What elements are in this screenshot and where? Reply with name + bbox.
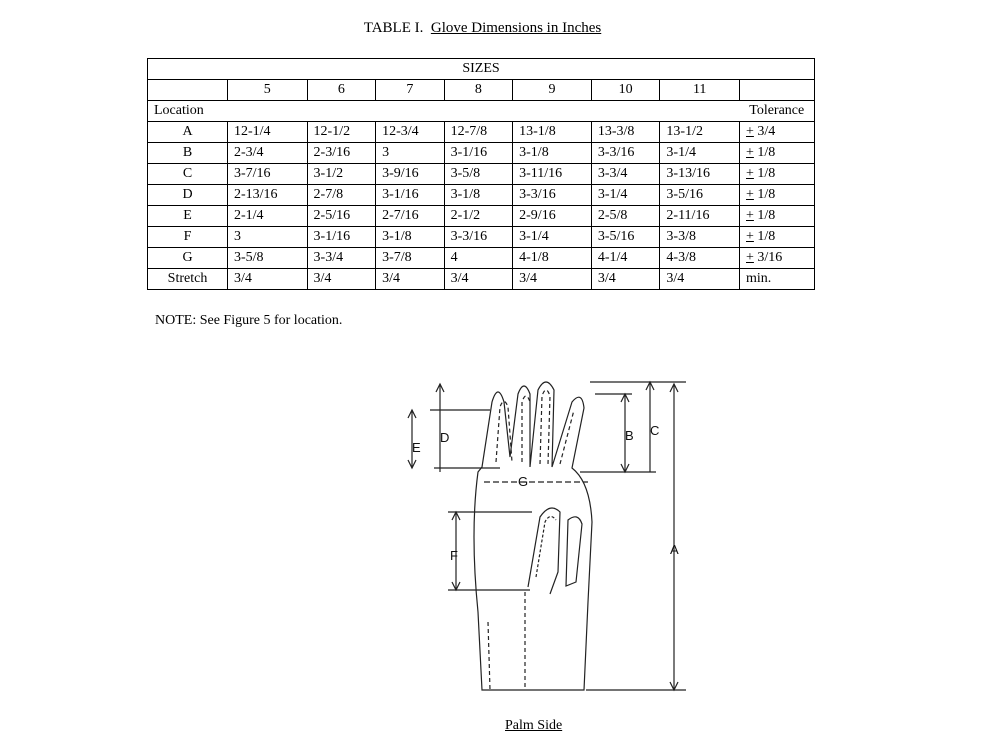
dimension-cell: 3 <box>376 143 445 164</box>
tolerance-value: 1/8 <box>757 187 776 202</box>
blank-tol <box>740 80 815 101</box>
dimension-cell: 3-3/4 <box>307 248 376 269</box>
blank-corner <box>148 80 228 101</box>
figure-caption: Palm Side <box>505 718 563 733</box>
tolerance-value: 1/8 <box>757 166 776 181</box>
label-f: F <box>450 548 458 563</box>
dimension-cell: 12-7/8 <box>444 122 513 143</box>
dimension-cell: 3 <box>228 227 308 248</box>
dimension-cell: 3-9/16 <box>376 164 445 185</box>
tolerance-cell <box>740 143 815 164</box>
table-row <box>148 143 815 164</box>
glove-dimensions-table <box>147 58 815 290</box>
table-title-prefix: TABLE I. <box>363 20 424 36</box>
size-numbers-row <box>148 80 815 101</box>
dimension-cell: 4-3/8 <box>660 248 740 269</box>
dimension-cell: 3-1/8 <box>513 143 592 164</box>
label-b: B <box>625 428 634 443</box>
size-col: 11 <box>660 80 740 101</box>
tolerance-header: Tolerance <box>740 101 815 122</box>
tolerance-value: 1/8 <box>757 208 776 223</box>
location-header: Location <box>148 101 740 122</box>
tolerance-cell <box>740 164 815 185</box>
plus-minus-sign: + <box>746 229 754 244</box>
dimension-cell: 3-5/8 <box>444 164 513 185</box>
size-col: 5 <box>228 80 308 101</box>
dimension-cell: 12-3/4 <box>376 122 445 143</box>
location-cell: Stretch <box>148 269 228 290</box>
dimension-cell: 13-3/8 <box>591 122 660 143</box>
table-row <box>148 248 815 269</box>
plus-minus-sign: + <box>746 124 754 139</box>
dimension-cell: 3/4 <box>591 269 660 290</box>
dimension-cell: 3-7/8 <box>376 248 445 269</box>
dimension-cell: 3-7/16 <box>228 164 308 185</box>
dimension-cell: 2-5/16 <box>307 206 376 227</box>
tolerance-value: 1/8 <box>757 145 776 160</box>
dimension-cell: 3-1/16 <box>444 143 513 164</box>
dimension-cell: 12-1/2 <box>307 122 376 143</box>
plus-minus-sign: + <box>746 187 754 202</box>
label-e: E <box>412 440 421 455</box>
table-row <box>148 206 815 227</box>
size-col: 6 <box>307 80 376 101</box>
dimension-cell: 4 <box>444 248 513 269</box>
dimension-cell: 2-11/16 <box>660 206 740 227</box>
dimension-cell: 2-5/8 <box>591 206 660 227</box>
dimension-cell: 3-3/16 <box>513 185 592 206</box>
label-a: A <box>670 542 679 557</box>
dimension-cell: 2-1/2 <box>444 206 513 227</box>
location-header-row <box>148 101 815 122</box>
tolerance-value: 1/8 <box>757 229 776 244</box>
plus-minus-sign: + <box>746 166 754 181</box>
location-cell: F <box>148 227 228 248</box>
dimension-cell: 3-1/2 <box>307 164 376 185</box>
location-cell: E <box>148 206 228 227</box>
dimension-cell: 3/4 <box>228 269 308 290</box>
dimension-cell: 13-1/2 <box>660 122 740 143</box>
tolerance-cell <box>740 122 815 143</box>
table-title-main: Glove Dimensions in Inches <box>430 20 602 36</box>
dimension-cell: 3-13/16 <box>660 164 740 185</box>
size-col: 10 <box>591 80 660 101</box>
table-row <box>148 185 815 206</box>
dimension-cell: 3-3/16 <box>444 227 513 248</box>
tolerance-cell: min. <box>740 269 815 290</box>
plus-minus-sign: + <box>746 208 754 223</box>
dimension-cell: 3/4 <box>660 269 740 290</box>
tolerance-cell <box>740 206 815 227</box>
location-cell: A <box>148 122 228 143</box>
dimension-cell: 3-1/4 <box>660 143 740 164</box>
dimension-cell: 3-1/4 <box>513 227 592 248</box>
dimension-cell: 12-1/4 <box>228 122 308 143</box>
dimension-cell: 3-11/16 <box>513 164 592 185</box>
tolerance-value: 3/4 <box>757 124 776 139</box>
size-col: 9 <box>513 80 592 101</box>
size-col: 8 <box>444 80 513 101</box>
label-g: G <box>518 474 529 489</box>
dimension-cell: 3/4 <box>444 269 513 290</box>
dimension-cell: 4-1/4 <box>591 248 660 269</box>
dimension-cell: 3-1/8 <box>444 185 513 206</box>
dimension-cell: 3/4 <box>307 269 376 290</box>
sizes-header-row <box>148 59 815 80</box>
stretch-row <box>148 269 815 290</box>
plus-minus-sign: + <box>746 250 754 265</box>
dimension-cell: 3-3/16 <box>591 143 660 164</box>
plus-minus-sign: + <box>746 145 754 160</box>
dimension-cell: 3-5/8 <box>228 248 308 269</box>
glove-outline <box>474 382 592 690</box>
tolerance-value: 3/16 <box>757 250 783 265</box>
note-text: NOTE: See Figure 5 for location. <box>155 313 343 328</box>
table-row <box>148 227 815 248</box>
table-title <box>0 20 965 37</box>
dimension-cell: 2-9/16 <box>513 206 592 227</box>
dimension-cell: 13-1/8 <box>513 122 592 143</box>
sizes-header: SIZES <box>148 59 815 80</box>
dimension-cell: 2-7/8 <box>307 185 376 206</box>
dimension-cell: 3-5/16 <box>591 227 660 248</box>
dimension-cell: 3-5/16 <box>660 185 740 206</box>
dimension-cell: 3-1/16 <box>307 227 376 248</box>
dimension-cell: 3/4 <box>513 269 592 290</box>
thumb-outline <box>528 508 560 594</box>
dimension-cell: 2-13/16 <box>228 185 308 206</box>
location-cell: D <box>148 185 228 206</box>
dimension-cell: 2-3/16 <box>307 143 376 164</box>
dimension-cell: 3-1/16 <box>376 185 445 206</box>
dimension-cell: 3-1/8 <box>376 227 445 248</box>
dimension-cell: 3-3/8 <box>660 227 740 248</box>
label-c: C <box>650 423 660 438</box>
dimension-cell: 4-1/8 <box>513 248 592 269</box>
dimension-cell: 3-1/4 <box>591 185 660 206</box>
label-d: D <box>440 430 450 445</box>
table-row <box>148 122 815 143</box>
location-cell: C <box>148 164 228 185</box>
location-cell: G <box>148 248 228 269</box>
dimension-cell: 2-1/4 <box>228 206 308 227</box>
dimension-cell: 2-3/4 <box>228 143 308 164</box>
dimension-cell: 2-7/16 <box>376 206 445 227</box>
size-col: 7 <box>376 80 445 101</box>
glove-figure <box>400 372 700 702</box>
dimension-cell: 3/4 <box>376 269 445 290</box>
tolerance-cell <box>740 227 815 248</box>
dimension-cell: 3-3/4 <box>591 164 660 185</box>
location-cell: B <box>148 143 228 164</box>
table-row <box>148 164 815 185</box>
tolerance-cell <box>740 248 815 269</box>
tolerance-cell <box>740 185 815 206</box>
